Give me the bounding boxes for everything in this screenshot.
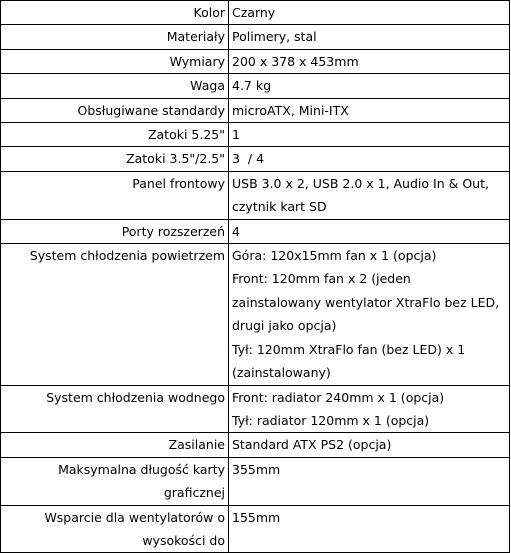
spec-value-line: Front: radiator 240mm x 1 (opcja) [232, 389, 445, 405]
spec-label: Wymiary [1, 49, 229, 73]
spec-label: Waga [1, 74, 229, 98]
spec-label: Kolor [1, 1, 229, 25]
spec-value [229, 1, 510, 25]
spec-value-line: drugi jako opcja) [232, 318, 337, 334]
spec-row-chlodzenie-powietrzem [1, 244, 510, 385]
spec-value [229, 457, 510, 505]
spec-row-zatoki-525 [1, 123, 510, 147]
spec-row-panel-frontowy [1, 171, 510, 219]
spec-row-wentylatory-wysokosc [1, 505, 510, 553]
spec-label: System chłodzenia wodnego [1, 385, 229, 433]
spec-value-line: microATX, Mini-ITX [232, 102, 349, 118]
spec-value [229, 123, 510, 147]
spec-label: Zatoki 3.5"/2.5" [1, 147, 229, 171]
spec-value-line: 355mm [232, 461, 281, 477]
spec-row-kolor [1, 1, 510, 25]
spec-value-line: (zainstalowany) [232, 365, 331, 381]
spec-value [229, 147, 510, 171]
spec-row-wymiary [1, 49, 510, 73]
spec-row-standardy [1, 98, 510, 122]
spec-label: Porty rozszerzeń [1, 219, 229, 243]
spec-value [229, 49, 510, 73]
spec-value-line: Tył: radiator 120mm x 1 (opcja) [232, 412, 430, 428]
spec-value-line: 200 x 378 x 453mm [232, 53, 359, 69]
spec-value-line: zainstalowany wentylator XtraFlo bez LED, [232, 294, 500, 310]
spec-row-porty [1, 219, 510, 243]
spec-value-line: Góra: 120x15mm fan x 1 (opcja) [232, 248, 437, 264]
spec-value [229, 74, 510, 98]
spec-value [229, 244, 510, 385]
spec-value [229, 433, 510, 457]
spec-label: Panel frontowy [1, 171, 229, 219]
spec-value-line: Standard ATX PS2 (opcja) [232, 437, 392, 453]
spec-value-line: 4 [232, 223, 240, 239]
spec-row-dlugosc-karty [1, 457, 510, 505]
spec-label: Maksymalna długość karty graficznej [1, 457, 229, 505]
spec-label: Obsługiwane standardy [1, 98, 229, 122]
spec-value-line: Polimery, stal [232, 29, 317, 45]
spec-value [229, 171, 510, 219]
spec-value [229, 25, 510, 49]
spec-label: Zatoki 5.25" [1, 123, 229, 147]
spec-label: Wsparcie dla wentylatorów o wysokości do [1, 505, 229, 553]
spec-row-waga [1, 74, 510, 98]
spec-value-line: USB 3.0 x 2, USB 2.0 x 1, Audio In & Out, [232, 175, 489, 191]
spec-label: System chłodzenia powietrzem [1, 244, 229, 385]
spec-value-line: czytnik kart SD [232, 199, 327, 215]
spec-label: Zasilanie [1, 433, 229, 457]
spec-value-line: Tył: 120mm XtraFlo fan (bez LED) x 1 [232, 341, 466, 357]
spec-value [229, 98, 510, 122]
spec-value [229, 505, 510, 553]
spec-row-chlodzenie-wodne [1, 385, 510, 433]
spec-value-line: 4.7 kg [232, 78, 272, 94]
spec-value-line: 1 [232, 127, 240, 143]
spec-label: Materiały [1, 25, 229, 49]
spec-value-line: 3 / 4 [232, 151, 265, 167]
spec-value-line: Front: 120mm fan x 2 (jeden [232, 271, 411, 287]
spec-value-line: Czarny [232, 5, 276, 20]
spec-row-zasilanie [1, 433, 510, 457]
spec-value [229, 385, 510, 433]
spec-row-materialy [1, 25, 510, 49]
spec-value-line: 155mm [232, 509, 281, 525]
spec-row-zatoki-35 [1, 147, 510, 171]
spec-value [229, 219, 510, 243]
